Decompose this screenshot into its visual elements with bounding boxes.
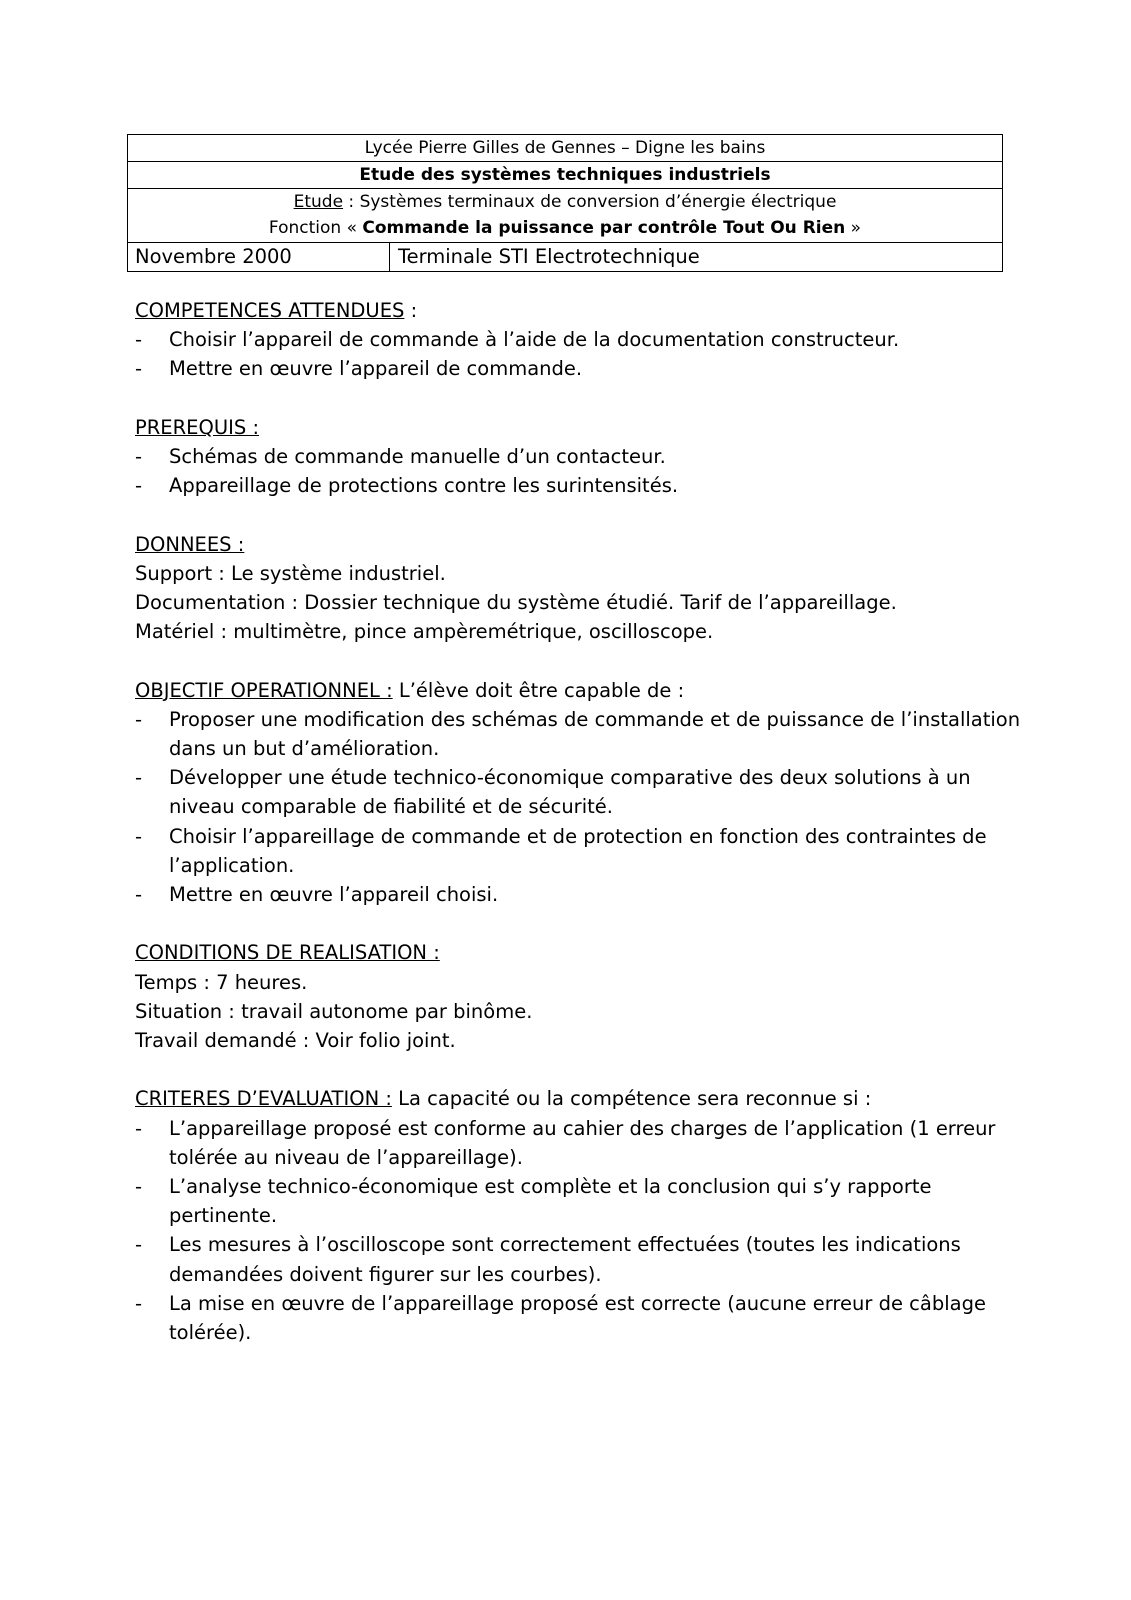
list-item: - L’analyse technico-économique est complète et la conclusion qui s’y rapporte pertinente. bbox=[135, 1175, 932, 1228]
course-title: Etude des systèmes techniques industriels bbox=[128, 162, 1002, 189]
date-cell: Novembre 2000 bbox=[128, 243, 390, 271]
text-line: Support : Le système industriel. bbox=[135, 561, 446, 585]
section-conditions bbox=[135, 938, 1005, 1055]
function-line bbox=[128, 215, 1002, 241]
list-item: - Choisir l’appareillage de commande et de protection en fonction des contraintes de l’application. bbox=[135, 824, 987, 877]
header-table bbox=[127, 134, 1003, 272]
section-heading: CONDITIONS DE REALISATION : bbox=[135, 941, 440, 965]
section-prerequis bbox=[135, 413, 1005, 501]
list-item: - Schémas de commande manuelle d’un contacteur. bbox=[135, 445, 666, 468]
list-item: - Proposer une modification des schémas de commande et de puissance de l’installation dans un but d’amélioration. bbox=[135, 707, 1021, 760]
study-line bbox=[128, 189, 1002, 215]
function-suffix: » bbox=[845, 218, 862, 238]
text-line: Temps : 7 heures. bbox=[135, 970, 308, 994]
study-block bbox=[128, 189, 1002, 243]
section-competences bbox=[135, 296, 1005, 384]
list-item: - Mettre en œuvre l’appareil choisi. bbox=[135, 883, 499, 907]
text-line: Travail demandé : Voir folio joint. bbox=[135, 1029, 456, 1053]
section-heading: COMPETENCES ATTENDUES : bbox=[135, 299, 418, 322]
section-donnees bbox=[135, 530, 1005, 647]
function-prefix: Fonction « bbox=[268, 218, 363, 238]
date-class-row bbox=[128, 243, 1002, 271]
section-objectif bbox=[135, 676, 1021, 910]
list-item: - Appareillage de protections contre les surintensités. bbox=[135, 474, 679, 498]
function-title: Commande la puissance par contrôle Tout Ou Rien bbox=[362, 218, 846, 238]
list-item: - La mise en œuvre de l’appareillage proposé est correcte (aucune erreur de câblage tolérée). bbox=[135, 1291, 986, 1345]
document-body bbox=[135, 296, 1021, 1347]
list-item: - L’appareillage proposé est conforme au cahier des charges de l’application (1 erreur tolérée au niveau de l’appareillage). bbox=[135, 1116, 996, 1169]
study-text: : Systèmes terminaux de conversion d’énergie électrique bbox=[343, 192, 837, 212]
section-heading: PREREQUIS : bbox=[135, 415, 260, 439]
text-line: Situation : travail autonome par binôme. bbox=[135, 999, 533, 1023]
section-criteres bbox=[135, 1084, 1005, 1347]
list-item: - Les mesures à l’oscilloscope sont correctement effectuées (toutes les indications demandées doivent figurer sur les courbes). bbox=[135, 1233, 961, 1286]
list-item: - Mettre en œuvre l’appareil de commande. bbox=[135, 357, 583, 381]
section-heading: OBJECTIF OPERATIONNEL : L’élève doit être capable de : bbox=[135, 678, 685, 702]
study-label: Etude bbox=[293, 192, 344, 212]
text-line: Matériel : multimètre, pince ampèremétrique, oscilloscope. bbox=[135, 620, 714, 644]
list-item: - Développer une étude technico-économique comparative des deux solutions à un niveau comparable de fiabilité et de sécurité. bbox=[135, 766, 971, 819]
text-line: Documentation : Dossier technique du système étudié. Tarif de l’appareillage. bbox=[135, 591, 897, 614]
section-heading: CRITERES D’EVALUATION : La capacité ou la compétence sera reconnue si : bbox=[135, 1087, 872, 1111]
class-cell: Terminale STI Electrotechnique bbox=[398, 245, 700, 268]
section-heading: DONNEES : bbox=[135, 532, 245, 556]
school-name: Lycée Pierre Gilles de Gennes – Digne les bains bbox=[128, 135, 1002, 162]
list-item: - Choisir l’appareil de commande à l’aide de la documentation constructeur. bbox=[135, 328, 900, 352]
